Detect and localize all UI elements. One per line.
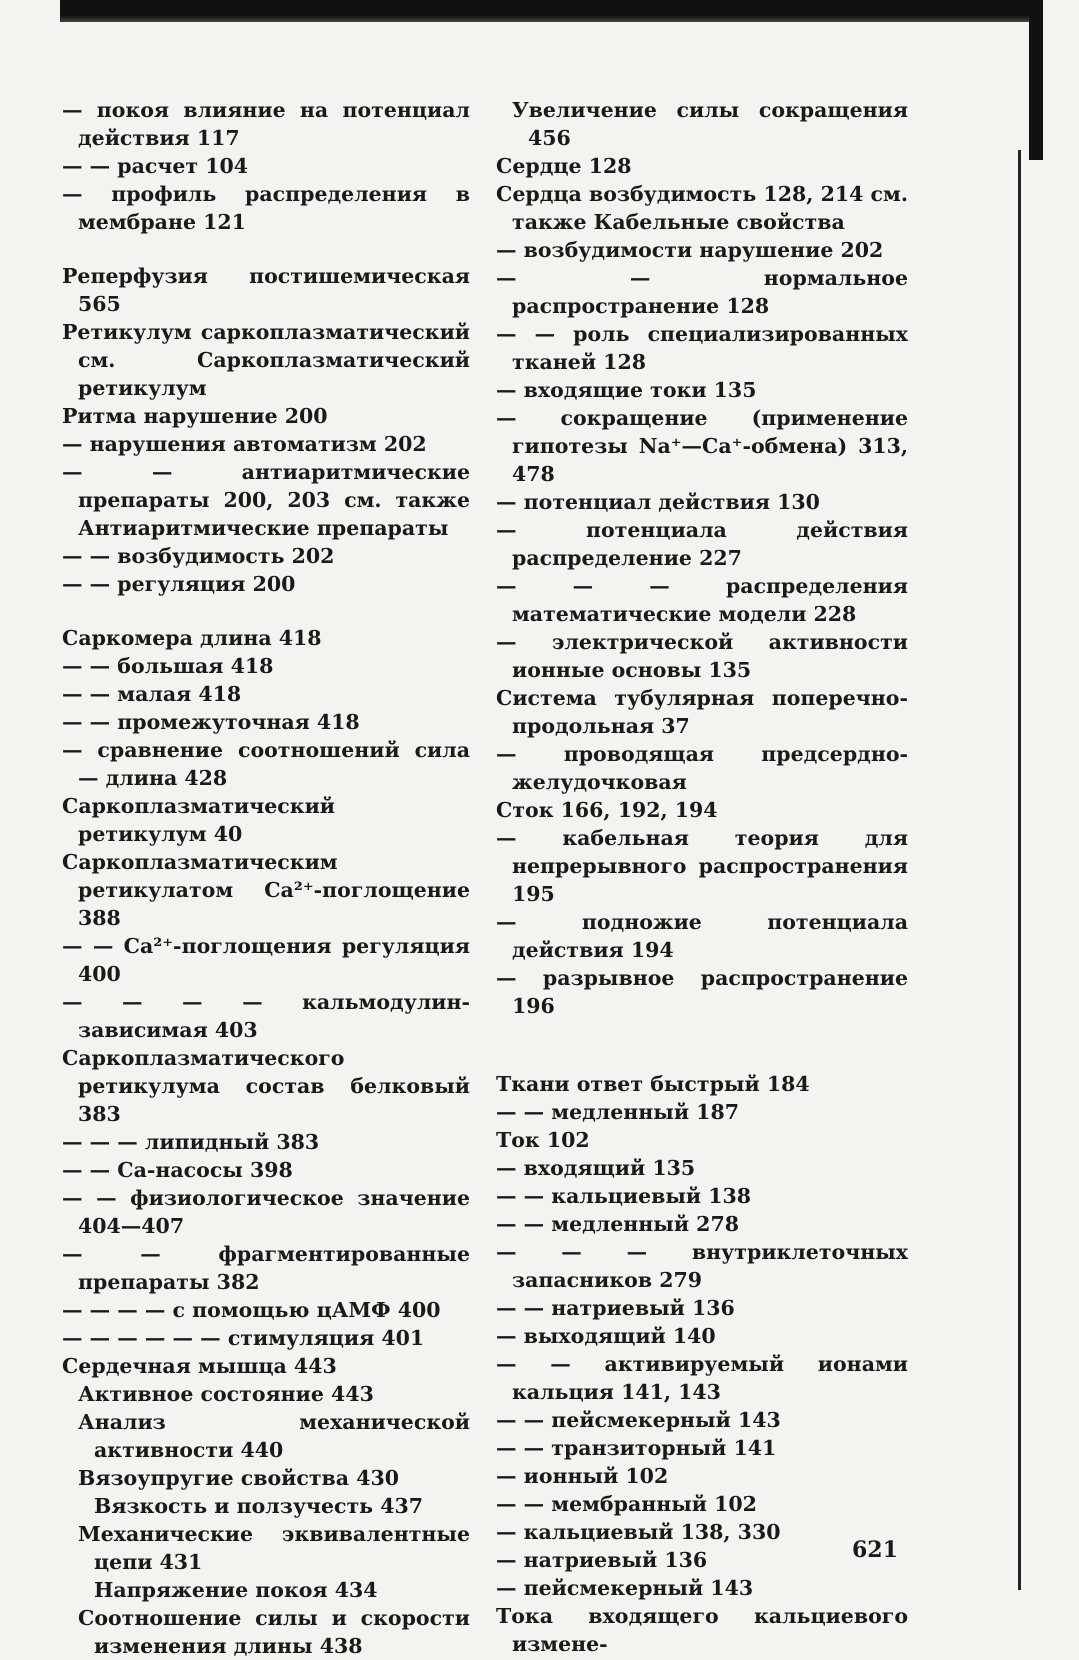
index-column-left — [62, 96, 470, 1660]
top-border-rule — [60, 0, 1039, 22]
index-entry: — — активируемый ионами кальция 141, 143 — [496, 1352, 908, 1404]
index-entry: Механические эквивалентные цепи 431 — [78, 1522, 470, 1574]
index-entry: — электрической активности ионные основы 135 — [496, 630, 908, 682]
index-entry: Ткани ответ быстрый 184 — [496, 1072, 810, 1096]
index-entry: — проводящая предсердно-желудочковая — [496, 742, 908, 794]
index-entry: — — мембранный 102 — [496, 1492, 757, 1516]
entry-gap — [496, 1020, 908, 1070]
index-entry: Напряжение покоя 434 — [94, 1578, 378, 1602]
index-entry: — потенциала действия распределение 227 — [496, 518, 908, 570]
index-entry: — входящие токи 135 — [496, 378, 757, 402]
entry-gap — [62, 236, 470, 262]
index-entry: — — медленный 278 — [496, 1212, 739, 1236]
index-entry: — натриевый 136 — [496, 1548, 708, 1572]
index-entry: — покоя влияние на потенциал действия 117 — [62, 98, 470, 150]
index-entry: Реперфузия постишемическая 565 — [62, 264, 470, 316]
index-entry: Саркоплазматический ретикулум 40 — [62, 794, 335, 846]
index-entry: — — физиологическое значение 404—407 — [62, 1186, 470, 1238]
index-entry: — сравнение соотношений сила — длина 428 — [62, 738, 470, 790]
index-entry: — возбудимости нарушение 202 — [496, 238, 884, 262]
index-entry: Система тубулярная поперечно-продольная 37 — [496, 686, 908, 738]
index-entry: — подножие потенциала действия 194 — [496, 910, 908, 962]
right-edge-shadow — [1029, 0, 1043, 160]
index-entry: — сокращение (применение гипотезы Na⁺—Ca⁺-обмена) 313, 478 — [496, 406, 908, 486]
index-entry: — — — липидный 383 — [62, 1130, 320, 1154]
index-entry: Сердечная мышца 443 — [62, 1354, 337, 1378]
index-entry: — входящий 135 — [496, 1156, 696, 1180]
index-entry: Активное состояние 443 — [78, 1382, 374, 1406]
index-entry: Ритма нарушение 200 — [62, 404, 328, 428]
index-entry: — — большая 418 — [62, 654, 274, 678]
index-entry: — — фрагментированные препараты 382 — [62, 1242, 470, 1294]
index-entry: — ионный 102 — [496, 1464, 669, 1488]
page-number: 621 — [852, 1537, 898, 1563]
index-entry: — — — — с помощью цАМФ 400 — [62, 1298, 441, 1322]
index-entry: — — — — кальмодулин-зависимая 403 — [62, 990, 470, 1042]
index-entry: — — регуляция 200 — [62, 572, 296, 596]
index-entry: — потенциал действия 130 — [496, 490, 820, 514]
index-entry: Вязоупругие свойства 430 — [78, 1466, 400, 1490]
index-entry: — — Ca²⁺-поглощения регуляция 400 — [62, 934, 470, 986]
index-entry: — — — внутриклеточных запасников 279 — [496, 1240, 908, 1292]
index-entry: — — медленный 187 — [496, 1100, 739, 1124]
index-entry: Сердце 128 — [496, 154, 632, 178]
index-entry: — — роль специализированных тканей 128 — [496, 322, 908, 374]
index-entry: Вязкость и ползучесть 437 — [94, 1494, 424, 1518]
index-entry: — кальциевый 138, 330 — [496, 1520, 781, 1544]
index-entry: — — возбудимость 202 — [62, 544, 335, 568]
index-entry: Саркоплазматическим ретикулатом Ca²⁺-поглощение 388 — [62, 850, 470, 930]
index-entry: — профиль распределения в мембране 121 — [62, 182, 470, 234]
index-entry: Соотношение силы и скорости изменения длины 438 — [78, 1606, 470, 1658]
index-entry: Тока входящего кальциевого измене- — [496, 1604, 908, 1656]
index-entry: — выходящий 140 — [496, 1324, 716, 1348]
index-entry: — — пейсмекерный 143 — [496, 1408, 781, 1432]
index-entry: Анализ механической активности 440 — [78, 1410, 470, 1462]
index-entry: Саркоплазматического ретикулума состав белковый 383 — [62, 1046, 470, 1126]
index-entry: — — Са-насосы 398 — [62, 1158, 293, 1182]
index-entry: — — промежуточная 418 — [62, 710, 360, 734]
index-entry: — кабельная теория для непрерывного распространения 195 — [496, 826, 908, 906]
index-entry: — — малая 418 — [62, 682, 242, 706]
index-entry: — — кальциевый 138 — [496, 1184, 752, 1208]
index-entry: Ретикулум саркоплазматический см. Саркоплазматический ретикулум — [62, 320, 470, 400]
index-entry: — — — распределения математические модели 228 — [496, 574, 908, 626]
index-entry: — — антиаритмические препараты 200, 203 см. также Антиаритмические препараты — [62, 460, 470, 540]
index-entry: — нарушения автоматизм 202 — [62, 432, 427, 456]
index-column-right — [496, 96, 908, 1658]
entry-gap — [62, 598, 470, 624]
index-entry: Сток 166, 192, 194 — [496, 798, 718, 822]
index-entry: Увеличение силы сокращения 456 — [512, 98, 908, 150]
index-entry: Ток 102 — [496, 1128, 590, 1152]
index-entry: — пейсмекерный 143 — [496, 1576, 754, 1600]
index-entry: — — натриевый 136 — [496, 1296, 735, 1320]
index-entry: — — транзиторный 141 — [496, 1436, 777, 1460]
index-entry: — — — — — — стимуляция 401 — [62, 1326, 425, 1350]
index-entry: Сердца возбудимость 128, 214 см. также Кабельные свойства — [496, 182, 908, 234]
index-entry: — — нормальное распространение 128 — [496, 266, 908, 318]
index-entry: — — расчет 104 — [62, 154, 249, 178]
index-entry: Саркомера длина 418 — [62, 626, 322, 650]
right-margin-rule — [1018, 150, 1021, 1590]
index-entry: — разрывное распространение 196 — [496, 966, 908, 1018]
